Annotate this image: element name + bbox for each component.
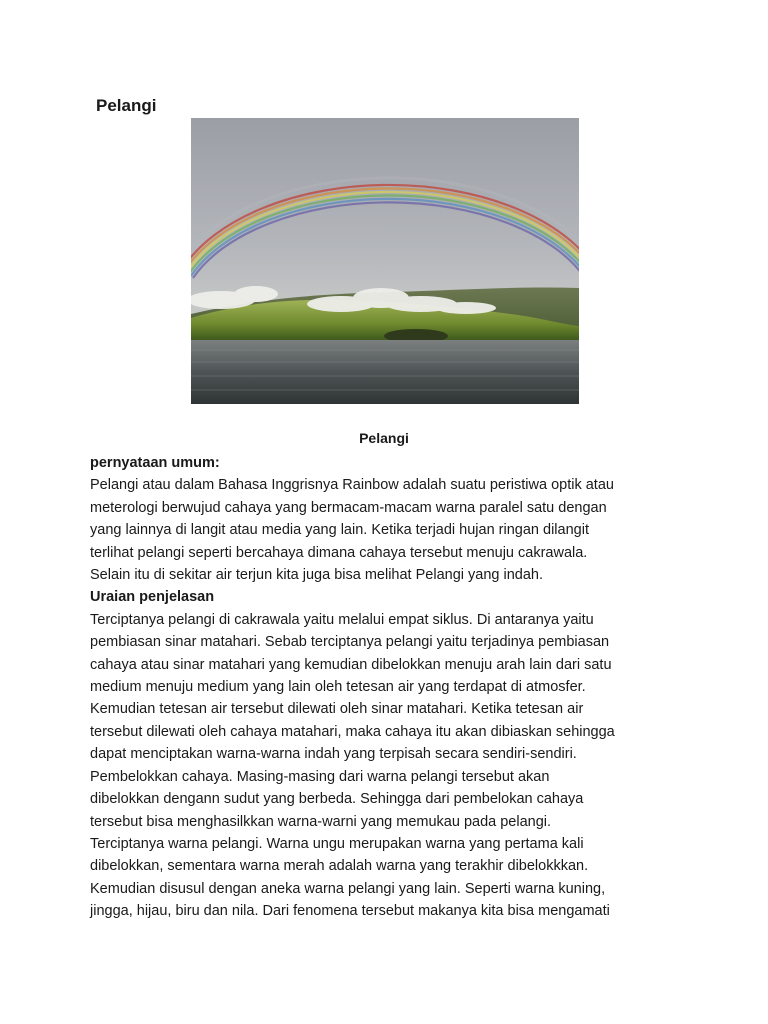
paragraph-line: dibelokkan, sementara warna merah adalah warna yang terakhir dibelokkkan. [90, 858, 589, 875]
paragraph-line: Kemudian disusul dengan aneka warna pelangi yang lain. Seperti warna kuning, [90, 880, 606, 897]
body-text [90, 452, 690, 923]
paragraph-line: dapat menciptakan warna-warna indah yang terpisah secara sendiri-sendiri. [90, 746, 577, 763]
paragraph-line: meterologi berwujud cahaya yang bermacam-macam warna paralel satu dengan [90, 499, 607, 516]
paragraph-line: Selain itu di sekitar air terjun kita juga bisa melihat Pelangi yang indah. [90, 567, 543, 584]
document-title: Pelangi [96, 96, 157, 115]
paragraph-line: Pembelokkan cahaya. Masing-masing dari warna pelangi tersebut akan [90, 768, 550, 785]
section-heading: pernyataan umum: [90, 455, 220, 471]
rainbow-photo [191, 118, 579, 404]
paragraph-line: cahaya atau sinar matahari yang kemudian dibelokkan menuju arah lain dari satu [90, 656, 612, 673]
paragraph-line: Pelangi atau dalam Bahasa Inggrisnya Rainbow adalah suatu peristiwa optik atau [90, 477, 614, 494]
paragraph-line: yang lainnya di langit atau media yang lain. Ketika terjadi hujan ringan dilangit [90, 522, 589, 539]
paragraph-line: Terciptanya warna pelangi. Warna ungu merupakan warna yang pertama kali [90, 835, 584, 852]
paragraph-line: tersebut bisa menghasilkkan warna-warni yang memukau pada pelangi. [90, 813, 552, 830]
paragraph-line: jingga, hijau, biru dan nila. Dari fenomena tersebut makanya kita bisa mengamati [90, 903, 610, 920]
paragraph-line: medium menuju medium yang lain oleh tetesan air yang terdapat di atmosfer. [90, 679, 586, 696]
paragraph-line: terlihat pelangi seperti bercahaya dimana cahaya tersebut menuju cakrawala. [90, 544, 588, 561]
paragraph-line: Terciptanya pelangi di cakrawala yaitu melalui empat siklus. Di antaranya yaitu [90, 611, 594, 628]
paragraph-line: Kemudian tetesan air tersebut dilewati oleh sinar matahari. Ketika tetesan air [90, 701, 584, 718]
paragraph-line: dibelokkan dengann sudut yang berbeda. Sehingga dari pembelokan cahaya [90, 791, 584, 808]
paragraph-line: tersebut dilewati oleh cahaya matahari, maka cahaya itu akan dibiaskan sehingga [90, 723, 615, 740]
figure-caption: Pelangi [359, 430, 409, 446]
paragraph-line: pembiasan sinar matahari. Sebab terciptanya pelangi yaitu terjadinya pembiasan [90, 634, 610, 651]
section-heading: Uraian penjelasan [90, 589, 215, 606]
